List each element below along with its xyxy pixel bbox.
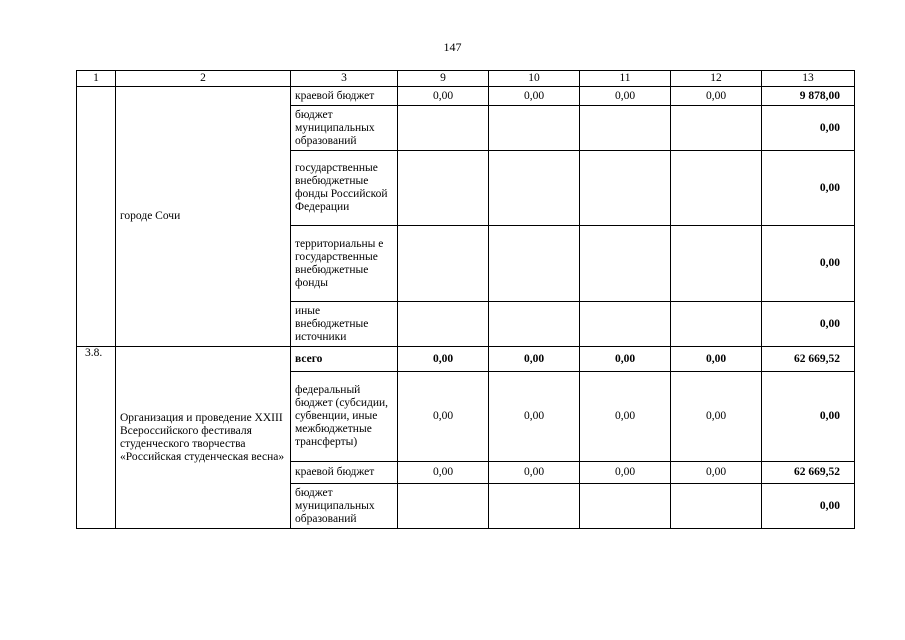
row-number-cell: 3.8. — [77, 347, 116, 529]
value-cell — [580, 302, 671, 347]
value-cell — [398, 226, 489, 302]
funding-source-cell: бюджет муниципальных образований — [291, 106, 398, 151]
header-cell: 1 — [77, 71, 116, 87]
total-cell: 9 878,00 — [762, 87, 855, 106]
value-cell — [671, 226, 762, 302]
header-cell: 11 — [580, 71, 671, 87]
header-cell: 2 — [116, 71, 291, 87]
value-cell: 0,00 — [489, 462, 580, 484]
value-cell: 0,00 — [580, 372, 671, 462]
header-cell: 12 — [671, 71, 762, 87]
funding-source-cell: иные внебюджетные источники — [291, 302, 398, 347]
value-cell — [580, 106, 671, 151]
value-cell: 0,00 — [398, 372, 489, 462]
row-number-cell — [77, 87, 116, 347]
funding-source-cell: краевой бюджет — [291, 462, 398, 484]
value-cell — [489, 151, 580, 226]
value-cell — [580, 226, 671, 302]
header-cell: 13 — [762, 71, 855, 87]
value-cell: 0,00 — [580, 462, 671, 484]
total-cell: 0,00 — [762, 106, 855, 151]
funding-source-cell: государственные внебюджетные фонды Российской Федерации — [291, 151, 398, 226]
value-cell: 0,00 — [671, 372, 762, 462]
header-cell: 3 — [291, 71, 398, 87]
funding-source-cell: федеральный бюджет (субсидии, субвенции, иные межбюджетные трансферты) — [291, 372, 398, 462]
total-cell: 0,00 — [762, 372, 855, 462]
value-cell — [580, 151, 671, 226]
value-cell — [489, 226, 580, 302]
value-cell: 0,00 — [398, 462, 489, 484]
header-row — [77, 71, 855, 87]
value-cell: 0,00 — [489, 87, 580, 106]
total-cell: 0,00 — [762, 484, 855, 529]
value-cell: 0,00 — [580, 87, 671, 106]
value-cell: 0,00 — [671, 87, 762, 106]
table-row — [77, 87, 855, 106]
funding-source-cell: территориальны е государственные внебюджетные фонды — [291, 226, 398, 302]
table-row — [77, 347, 855, 372]
value-cell — [671, 106, 762, 151]
value-cell — [489, 484, 580, 529]
value-cell: 0,00 — [398, 347, 489, 372]
header-cell: 9 — [398, 71, 489, 87]
value-cell: 0,00 — [671, 462, 762, 484]
value-cell: 0,00 — [671, 347, 762, 372]
value-cell — [489, 302, 580, 347]
funding-source-cell: краевой бюджет — [291, 87, 398, 106]
total-cell: 0,00 — [762, 151, 855, 226]
total-cell: 0,00 — [762, 226, 855, 302]
value-cell — [671, 151, 762, 226]
value-cell: 0,00 — [398, 87, 489, 106]
value-cell: 0,00 — [489, 347, 580, 372]
value-cell — [398, 151, 489, 226]
value-cell: 0,00 — [489, 372, 580, 462]
value-cell — [671, 302, 762, 347]
value-cell — [671, 484, 762, 529]
total-cell: 62 669,52 — [762, 347, 855, 372]
value-cell — [580, 484, 671, 529]
funding-source-cell: всего — [291, 347, 398, 372]
header-cell: 10 — [489, 71, 580, 87]
event-name-cell: городе Сочи — [116, 87, 291, 347]
total-cell: 62 669,52 — [762, 462, 855, 484]
value-cell: 0,00 — [580, 347, 671, 372]
value-cell — [398, 302, 489, 347]
event-name-cell: Организация и проведение XXIII Всероссийского фестиваля студенческого творчества «Российская студенческая весна» — [116, 347, 291, 529]
budget-table — [76, 70, 855, 529]
total-cell: 0,00 — [762, 302, 855, 347]
funding-source-cell: бюджет муниципальных образований — [291, 484, 398, 529]
value-cell — [398, 106, 489, 151]
value-cell — [398, 484, 489, 529]
value-cell — [489, 106, 580, 151]
page-number: 147 — [443, 40, 462, 54]
